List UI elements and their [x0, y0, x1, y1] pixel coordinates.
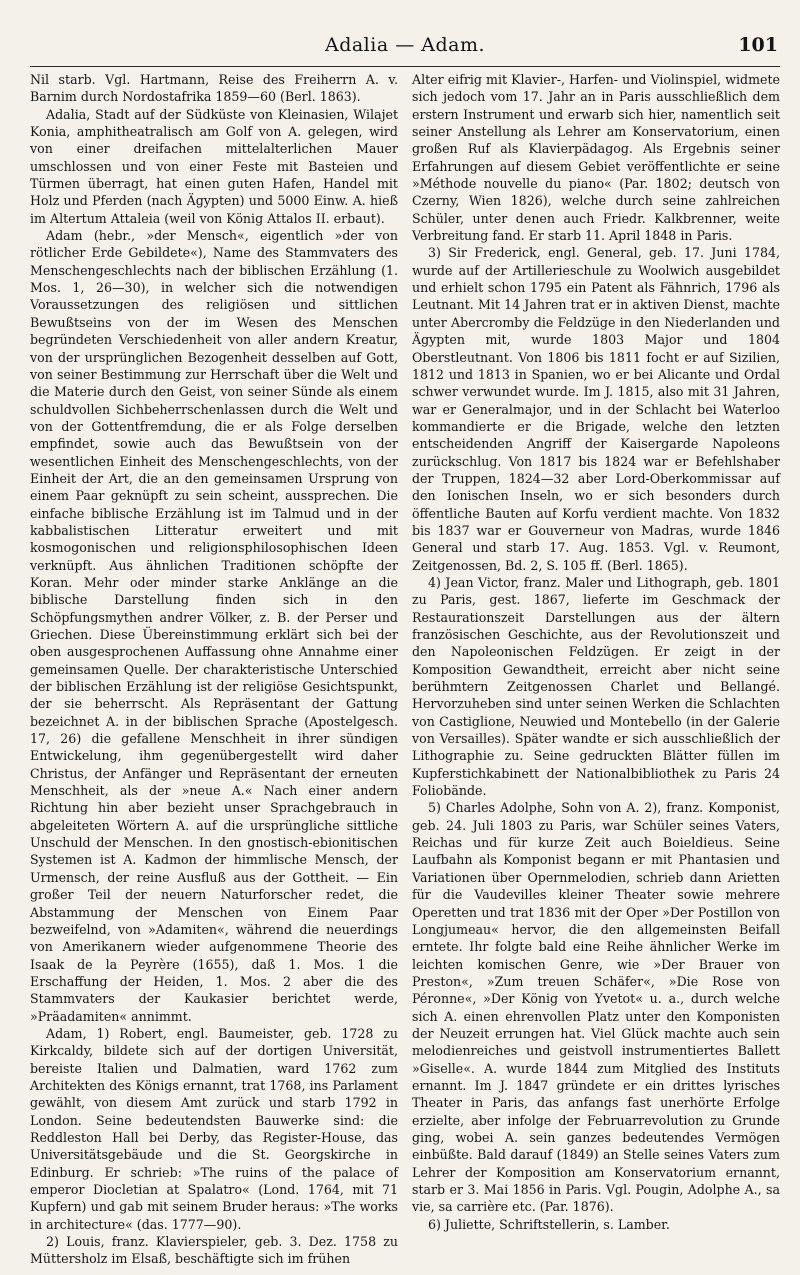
entry-adam-juliette: 6) Juliette, Schriftstellerin, s. Lamber.	[428, 1216, 670, 1232]
entry-adam-robert: Adam, 1) Robert, engl. Baumeister, geb. 1728 zu Kirkcaldy, bildete sich auf der dortigen Universität, bereiste Italien und Dalmatien, ward 1762 zum Architekten des Königs ernannt, trat 1768, ins Parlament gewählt, von diesem Amt zurück und starb 1792 in London. Seine bedeutendsten Bauwerke sind: die Reddleston Hall bei Derby, das Register-House, das Universitätsgebäude und die St. Georgskirche in Edinburg. Er schrieb: »The ruins of the palace of emperor Diocletian at Spalatro« (Lond. 1764, mit 71 Kupfern) und gab mit seinem Bruder heraus: »The works in architecture« (das. 1777—90).	[30, 1025, 398, 1232]
entry-adam-charles-adolphe: 5) Charles Adolphe, Sohn von A. 2), franz. Komponist, geb. 24. Juli 1803 zu Paris, war Schüler seines Vaters, Reichas und für kurze Zeit auch Boieldieus. Seine Laufbahn als Komponist begann er mit Phantasien und Variationen über Opernmelodien, schrieb dann Arietten für die Vaudevilles kleiner Theater sowie mehrere Operetten und trat 1836 mit der Oper »Der Postillon von Longjumeau« hervor, die den allgemeinsten Beifall erntete. Ihr folgte bald eine Reihe ähnlicher Werke im leichten komischen Genre, wie »Der Brauer von Preston«, »Zum treuen Schäfer«, »Die Rose von Péronne«, »Der König von Yvetot« u. a., durch welche sich A. einen ehrenvollen Platz unter den Komponisten der Neuzeit errungen hat. Viel Glück machte auch sein melodienreiches und geistvoll instrumentiertes Ballett »Giselle«. A. wurde 1844 zum Mitglied des Instituts ernannt. Im J. 1847 gründete er ein drittes lyrisches Theater in Paris, das anfangs fast unerhörte Erfolge erzielte, aber infolge der Februarrevolution zu Grunde ging, wobei A. sein ganzes bedeutendes Vermögen einbüßte. Bald darauf (1849) an Stelle seines Vaters zum Lehrer der Komposition am Konservatorium ernannt, starb er 3. Mai 1856 in Paris. Vgl. Pougin, Adolphe A., sa vie, sa carrière etc. (Par. 1876).	[412, 800, 780, 1215]
entry-adalia: Adalia, Stadt auf der Südküste von Kleinasien, Wilajet Konia, amphitheatralisch am Golf von A. gelegen, wird von einer dreifachen mittelalterlichen Mauer umschlossen und von einer Feste mit Basteien und Türmen überragt, hat einen guten Hafen, Handel mit Holz und Pferden (nach Ägypten) und 5000 Einw. A. hieß im Altertum Attaleia (weil von König Attalos II. erbaut).	[30, 106, 398, 226]
entry-adam-louis-continuation: Alter eifrig mit Klavier-, Harfen- und Violinspiel, widmete sich jedoch vom 17. Jahr an in Paris ausschließlich dem erstern Instrument und erwarb sich hier, namentlich seit seiner Anstellung als Lehrer am Konservatorium, einen großen Ruf als Klavierpädagog. Als Ergebnis seiner Erfahrungen auf diesem Gebiet veröffentlichte er seine »Méthode nouvelle du piano« (Par. 1802; deutsch von Czerny, Wien 1826), welche durch seine zahlreichen Schüler, unter denen auch Friedr. Kalkbrenner, weite Verbreitung fand. Er starb 11. April 1848 in Paris.	[412, 72, 780, 244]
entry-adam-frederick: 3) Sir Frederick, engl. General, geb. 17. Juni 1784, wurde auf der Artillerieschule zu Woolwich ausgebildet und erhielt schon 1795 ein Patent als Fähnrich, 1796 als Leutnant. Mit 14 Jahren trat er in aktiven Dienst, machte unter Abercromby die Feldzüge in den Niederlanden und Ägypten mit, wurde 1803 Major und 1804 Oberstleutnant. Von 1806 bis 1811 focht er auf Sizilien, 1812 und 1813 in Spanien, wo er bei Alicante und Ordal schwer verwundet wurde. Im J. 1815, also mit 31 Jahren, war er Generalmajor, und in der Schlacht bei Waterloo kommandierte er die Brigade, welche den letzten entscheidenden Angriff der Kaisergarde Napoleons zurückschlug. Von 1817 bis 1824 war er Befehlshaber der Truppen, 1824—32 aber Lord-Oberkommissar auf den Ionischen Inseln, wo er sich besonders durch öffentliche Bauten auf Korfu verdient machte. Von 1832 bis 1837 war er Gouverneur von Madras, wurde 1846 General und starb 17. Aug. 1853. Vgl. v. Reumont, Zeitgenossen, Bd. 2, S. 105 ff. (Berl. 1865).	[412, 245, 780, 573]
text-columns	[30, 71, 780, 1268]
entry-adam-biblical: Adam (hebr., »der Mensch«, eigentlich »der von rötlicher Erde Gebildete«), Name des Stammvaters des Menschengeschlechts nach der biblischen Erzählung (1. Mos. 1, 26—30), in welcher sich die notwendigen Voraussetzungen des religiösen und sittlichen Bewußtseins von der im Wesen des Menschen begründeten Verschiedenheit von aller andern Kreatur, von der ursprünglichen Bezogenheit desselben auf Gott, von seiner Bestimmung zur Herrschaft über die Welt und die Materie durch den Geist, von seiner Sünde als einem schuldvollen Sichbeherrschenlassen durch die Welt und von der Gottentfremdung, die er als Folge derselben empfindet, sowie auch das Bewußtsein von der wesentlichen Einheit des Menschengeschlechts, von der Einheit der Art, die an den gemeinsamen Ursprung von einem Paar geknüpft zu sein scheint, aussprechen. Die einfache biblische Erzählung ist im Talmud und in der kabbalistischen Litteratur erweitert und mit kosmogonischen und religionsphilosophischen Ideen verknüpft. Aus ähnlichen Traditionen schöpfte der Koran. Mehr oder minder starke Anklänge an die biblische Darstellung finden sich in den Schöpfungsmythen andrer Völker, z. B. der Perser und Griechen. Diese Übereinstimmung erklärt sich bei der oben ausgesprochenen Auffassung ohne Annahme einer gemeinsamen Quelle. Der charakteristische Unterschied der biblischen Erzählung ist der religiöse Gesichtspunkt, der sie beherrscht. Als Repräsentant der Gattung bezeichnet A. in der biblischen Sprache (Apostelgesch. 17, 26) die gefallene Menschheit in ihrer sündigen Entwickelung, ihm gegenübergestellt wird daher Christus, der Anfänger und Repräsentant der erneuten Menschheit, als der »neue A.« Nach einer andern Richtung hin aber bezieht unser Sprachgebrauch in abgeleiteten Wörtern A. auf die ursprüngliche sittliche Unschuld der Menschen. In den gnostisch-ebionitischen Systemen ist A. Kadmon der himmlische Mensch, der Urmensch, der reine Ausfluß aus der Gottheit. — Ein großer Teil der neuern Naturforscher redet, die Abstammung der Menschen von Einem Paar bezweifelnd, von »Adamiten«, während die neuerdings von Amerikanern wieder aufgenommene Theorie des Isaak de la Peyrère (1655), daß 1. Mos. 1 die Erschaffung der Heiden, 1. Mos. 2 aber die des Stammvaters der Kaukasier berichtet werde, »Präadamiten« annimmt.	[30, 228, 398, 1024]
header-rule	[30, 66, 780, 67]
entry-nil-continuation: Nil starb. Vgl. Hartmann, Reise des Freiherrn A. v. Barnim durch Nordostafrika 1859—60 (Berl. 1863).	[30, 72, 398, 105]
left-column	[30, 71, 398, 1268]
page-header	[30, 34, 780, 66]
page-number: 101	[738, 34, 778, 56]
right-column	[412, 71, 780, 1268]
running-title: Adalia — Adam.	[324, 34, 486, 56]
entry-adam-jean-victor: 4) Jean Victor, franz. Maler und Lithograph, geb. 1801 zu Paris, gest. 1867, lieferte im Geschmack der Restaurationszeit Darstellungen aus der ältern französischen Geschichte, aus der Revolutionszeit und den Napoleonischen Feldzügen. Er zeigt in der Komposition Gewandtheit, erreicht aber nicht seine berühmtern Zeitgenossen Charlet und Bellangé. Hervorzuheben sind unter seinen Werken die Schlachten von Castiglione, Neuwied und Montebello (in der Galerie von Versailles). Später wandte er sich ausschließlich der Lithographie zu. Seine gedruckten Blätter füllen im Kupferstichkabinett der Nationalbibliothek zu Paris 24 Foliobände.	[412, 574, 780, 799]
entry-adam-louis-start: 2) Louis, franz. Klavierspieler, geb. 3. Dez. 1758 zu Müttersholz im Elsaß, beschäftigte sich im frühen	[30, 1234, 398, 1267]
